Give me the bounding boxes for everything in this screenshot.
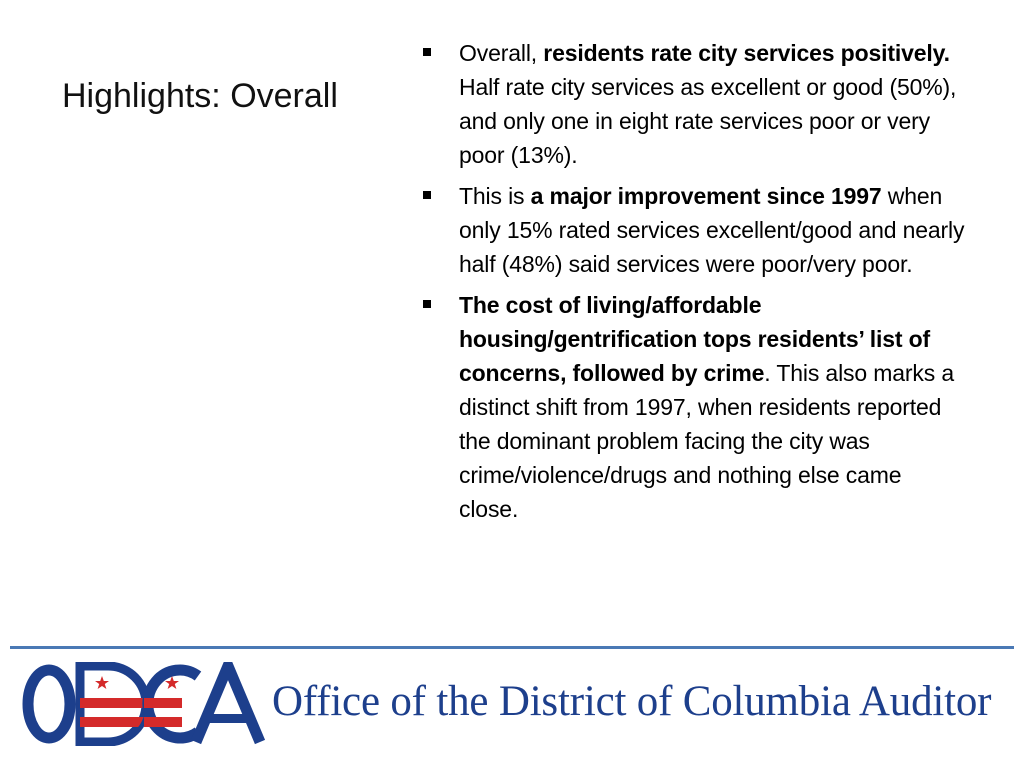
bullet-item (420, 288, 965, 526)
footer-divider (10, 646, 1014, 649)
logo-text: ODCA (22, 662, 25, 663)
bullet-segment: Overall, (459, 40, 544, 66)
bullet-item (420, 179, 965, 281)
bullet-text (459, 183, 964, 277)
bullet-segment: This is (459, 183, 531, 209)
bullet-segment-bold: The cost of living/affordable housing/gentrification tops residents’ list of concerns, followed by crime (459, 292, 931, 386)
bullet-list (420, 36, 965, 533)
square-bullet-icon (423, 48, 431, 56)
bullet-text (459, 40, 956, 168)
bullet-segment: when only 15% rated services excellent/good and nearly half (48%) said services were poor/very poor. (459, 183, 965, 277)
bullet-text (459, 292, 954, 522)
bullet-item (420, 36, 965, 172)
square-bullet-icon (423, 191, 431, 199)
bullet-segment-bold: residents rate city services positively. (543, 40, 950, 66)
organization-name: Office of the District of Columbia Auditor (272, 678, 992, 725)
bullet-segment: . This also marks a distinct shift from 1997, when residents reported the dominant problem facing the city was crime/violence/drugs and nothing else came close. (459, 360, 954, 522)
slide-title: Highlights: Overall (62, 77, 338, 115)
bullet-segment: Half rate city services as excellent or good (50%), and only one in eight rate services poor or very poor (13%). (459, 74, 957, 168)
bullet-segment-bold: a major improvement since 1997 (530, 183, 882, 209)
square-bullet-icon (423, 300, 431, 308)
odca-logo (22, 662, 268, 746)
